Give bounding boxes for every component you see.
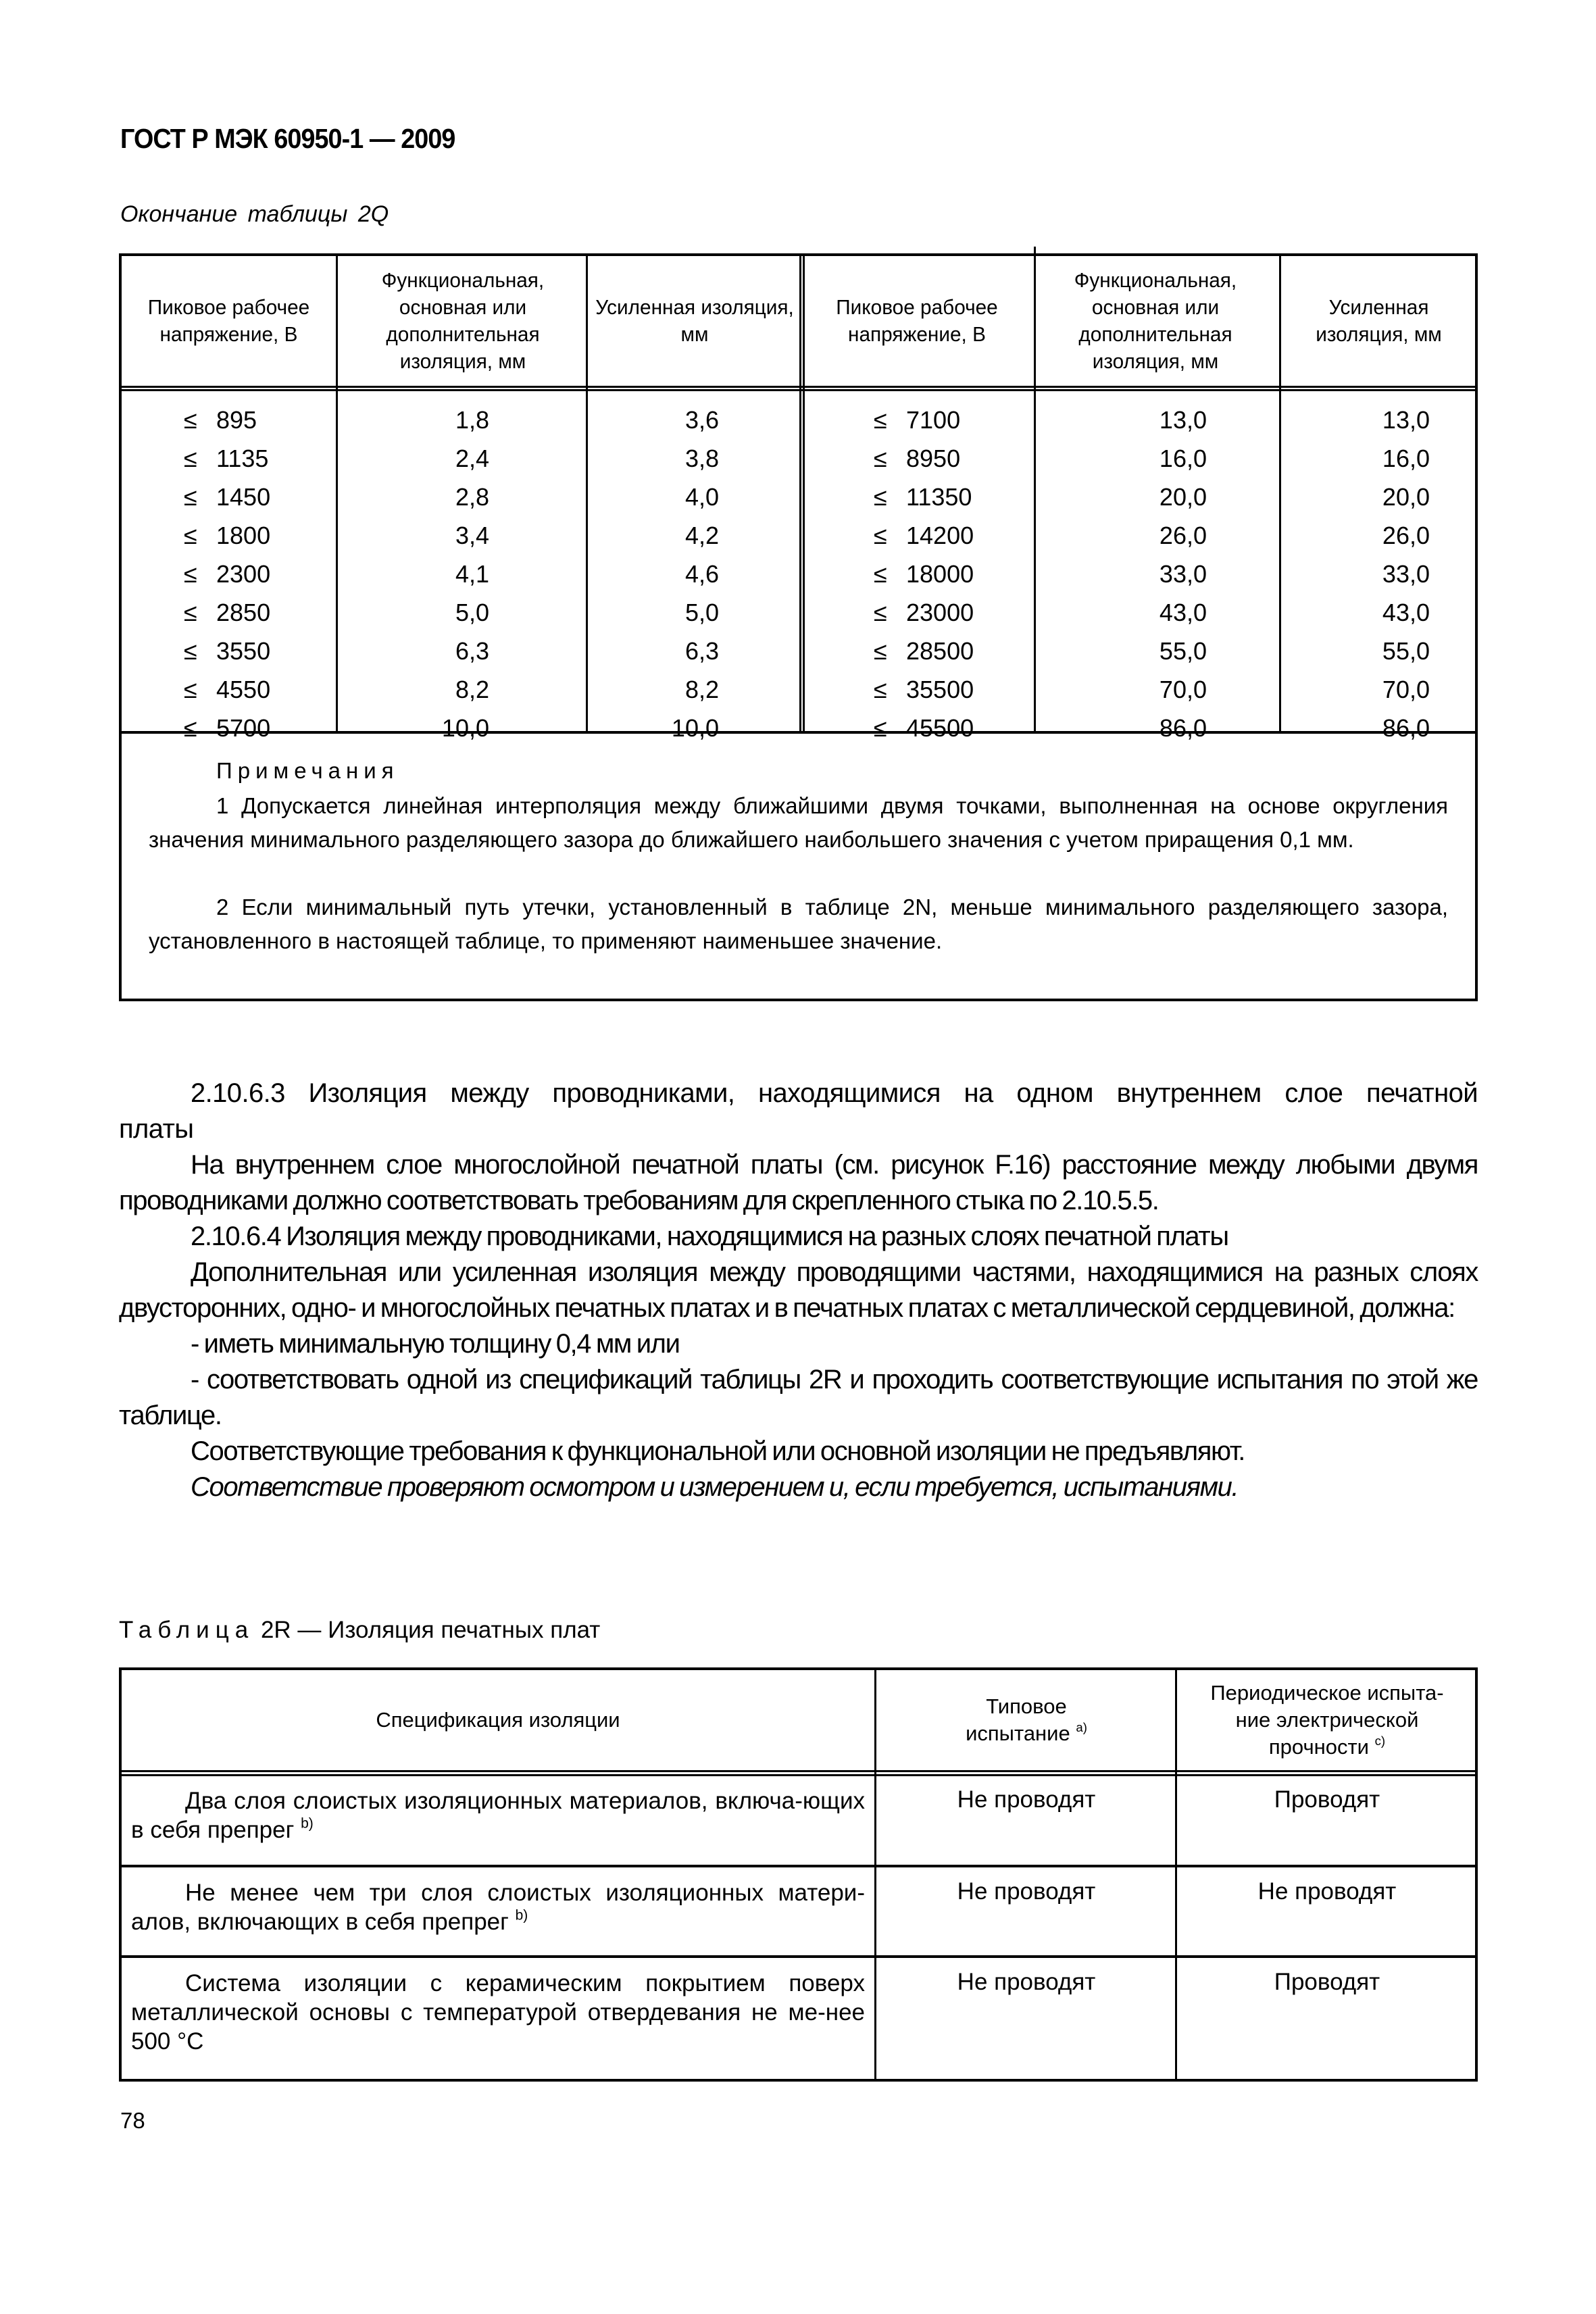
table-cell: ≤ 1800: [184, 522, 271, 549]
table-cell: 13,0: [1382, 406, 1430, 434]
note-1: 1 Допускается линейная интерполяция между ближайшими двумя точками, выполненная на основе округления значения минимального разделяющего зазора до ближайшего наибольшего значения с учетом приращения 0,1 мм.: [149, 793, 1448, 852]
table-cell: 5,0: [684, 599, 719, 626]
table-row-2-periodic-test: Не проводят: [1257, 1878, 1397, 1905]
table-cell: 2,8: [455, 483, 489, 511]
paragraph: На внутреннем слое многослойной печатной платы (см. рисунок F.16) расстояние между любыми двумя проводниками должно соответствовать требованиям для скрепленного стыка по 2.10.5.5.: [119, 1150, 1478, 1215]
header-reinforced-right: Усиленная изоляция, мм: [1316, 295, 1442, 346]
header-periodic-test: Периодическое испыта-ние электрической прочности $^{c)}$: [1210, 1681, 1444, 1759]
table-2q-body: [122, 391, 1475, 742]
table-cell: 16,0: [1382, 445, 1430, 472]
header-spec: Спецификация изоляции: [376, 1708, 620, 1732]
table-row-1-spec: Два слоя слоистых изоляционных материалов, включа-ющих в себя препрег $^{b)}$: [131, 1788, 865, 1843]
list-item: - соответствовать одной из спецификаций таблицы 2R и проходить соответствующие испытания по этой же таблице.: [119, 1365, 1478, 1430]
table-2q: [119, 253, 1478, 1001]
table-cell: ≤ 2300: [184, 560, 271, 588]
table-row-2-spec: Не менее чем три слоя слоистых изоляционных матери-алов, включающих в себя препрег $^{b)}$: [131, 1880, 865, 1935]
table-cell: 4,2: [684, 522, 719, 549]
header-type-test: Типовое испытание $^{a)}$: [966, 1694, 1087, 1745]
column-divider: [874, 1670, 876, 2079]
table-row-3-periodic-test: Проводят: [1274, 1969, 1380, 1995]
table-cell: ≤ 23000: [874, 599, 974, 626]
table-cell: ≤ 14200: [874, 522, 974, 549]
table-cell: 3,8: [684, 445, 719, 472]
table-cell: 13,0: [1159, 406, 1207, 434]
header-peak-voltage-left: Пиковое рабочее напряжение, В: [147, 295, 310, 346]
table-row-1-periodic-test: Проводят: [1274, 1786, 1380, 1813]
table-cell: 86,0: [1159, 714, 1207, 742]
table-cell: ≤ 3550: [184, 637, 271, 665]
table-cell: 6,3: [684, 637, 719, 665]
table-cell: ≤ 11350: [874, 483, 972, 511]
caption-text: 2R — Изоляция печатных плат: [260, 1617, 601, 1643]
table-cell: ≤ 1135: [184, 445, 269, 472]
page-number: 78: [120, 2108, 145, 2133]
table-cell: 33,0: [1382, 560, 1430, 588]
header-double-rule: [122, 1770, 1475, 1776]
column-voltage-right: [874, 401, 974, 747]
table-row-3-spec: Система изоляции с керамическим покрытием поверх металлической основы с температурой отвердевания не ме-нее 500 °C: [131, 1970, 865, 2055]
table-cell: 5,0: [455, 599, 489, 626]
table-cell: 4,0: [684, 483, 719, 511]
table-cell: ≤ 5700: [184, 714, 271, 742]
table-cell: ≤ 18000: [874, 560, 974, 588]
column-voltage-left: [184, 401, 270, 747]
table-cell: ≤ 7100: [874, 406, 961, 434]
table-cell: 10,0: [441, 714, 489, 742]
table-2r: [119, 1667, 1478, 2082]
table-cell: 86,0: [1382, 714, 1430, 742]
caption-prefix: Таблица: [119, 1617, 255, 1643]
table-cell: 4,1: [455, 560, 489, 588]
notes-title: Примечания: [216, 758, 399, 783]
list-item: - иметь минимальную толщину 0,4 мм или: [191, 1329, 680, 1359]
column-functional-left: [405, 401, 489, 747]
note-2: 2 Если минимальный путь утечки, установленный в таблице 2N, меньше минимального разделяющего зазора, установленного в настоящей таблице, то применяют наименьшее значение.: [149, 895, 1448, 953]
table-row-3-type-test: Не проводят: [957, 1969, 1096, 1995]
table-2r-caption: [119, 1617, 600, 1644]
table-cell: 20,0: [1159, 483, 1207, 511]
table-cell: ≤ 45500: [874, 714, 974, 742]
table-cell: ≤ 28500: [874, 637, 974, 665]
column-functional-right: [1122, 401, 1207, 747]
table-cell: 70,0: [1382, 676, 1430, 703]
table-cell: 16,0: [1159, 445, 1207, 472]
table-cell: 3,6: [684, 406, 719, 434]
table-cell: ≤ 895: [184, 406, 257, 434]
table-cell: ≤ 2850: [184, 599, 271, 626]
header-functional-right: Функциональная, основная или дополнительная изоляция, мм: [1074, 268, 1237, 373]
table-cell: ≤ 1450: [184, 483, 271, 511]
column-divider: [1175, 1670, 1177, 2079]
table-cell: 1,8: [455, 406, 489, 434]
table-cell: 55,0: [1382, 637, 1430, 665]
table-cell: 70,0: [1159, 676, 1207, 703]
table-cell: 10,0: [671, 714, 719, 742]
paragraph: Соответствующие требования к функциональной или основной изоляции не предъявляют.: [191, 1436, 1245, 1466]
table-continuation-label: Окончание таблицы 2Q: [120, 201, 389, 227]
table-2q-notes: [122, 731, 1475, 999]
table-cell: 43,0: [1159, 599, 1207, 626]
table-cell: 33,0: [1159, 560, 1207, 588]
table-cell: ≤ 35500: [874, 676, 974, 703]
table-cell: 2,4: [455, 445, 489, 472]
table-cell: 20,0: [1382, 483, 1430, 511]
column-reinforced-right: [1345, 401, 1430, 747]
body-section: [119, 1076, 1478, 1505]
header-reinforced-left: Усиленная изоляция, мм: [595, 295, 794, 346]
table-cell: 6,3: [455, 637, 489, 665]
clause-2-10-6-3-heading: 2.10.6.3 Изоляция между проводниками, находящимися на одном внутреннем слое печатной платы: [119, 1078, 1478, 1144]
column-reinforced-left: [635, 401, 719, 747]
compliance-statement: Соответствие проверяют осмотром и измерением и, если требуется, испытаниями.: [191, 1472, 1239, 1502]
table-cell: 8,2: [684, 676, 719, 703]
document-standard-id: ГОСТ Р МЭК 60950-1 — 2009: [120, 123, 455, 154]
table-cell: ≤ 8950: [874, 445, 961, 472]
table-cell: 8,2: [455, 676, 489, 703]
header-functional-left: Функциональная, основная или дополнительная изоляция, мм: [381, 268, 545, 373]
table-cell: 4,6: [684, 560, 719, 588]
table-cell: 3,4: [455, 522, 489, 549]
table-row-2-type-test: Не проводят: [957, 1878, 1096, 1905]
header-peak-voltage-right: Пиковое рабочее напряжение, В: [836, 295, 998, 346]
clause-2-10-6-4-heading: 2.10.6.4 Изоляция между проводниками, находящимися на разных слоях печатной платы: [191, 1222, 1228, 1251]
table-cell: 43,0: [1382, 599, 1430, 626]
table-cell: 55,0: [1159, 637, 1207, 665]
table-cell: ≤ 4550: [184, 676, 271, 703]
table-row-1-type-test: Не проводят: [957, 1786, 1096, 1813]
row-divider: [122, 1865, 1475, 1867]
row-divider: [122, 1955, 1475, 1958]
table-2q-header: [122, 256, 1475, 386]
paragraph: Дополнительная или усиленная изоляция между проводящими частями, находящимися на разных слоях двусторонних, одно- и многослойных печатных платах и в печатных платах с металлической сердцевиной, должна:: [119, 1257, 1478, 1323]
table-cell: 26,0: [1159, 522, 1207, 549]
header-double-rule: [122, 386, 1475, 391]
table-cell: 26,0: [1382, 522, 1430, 549]
